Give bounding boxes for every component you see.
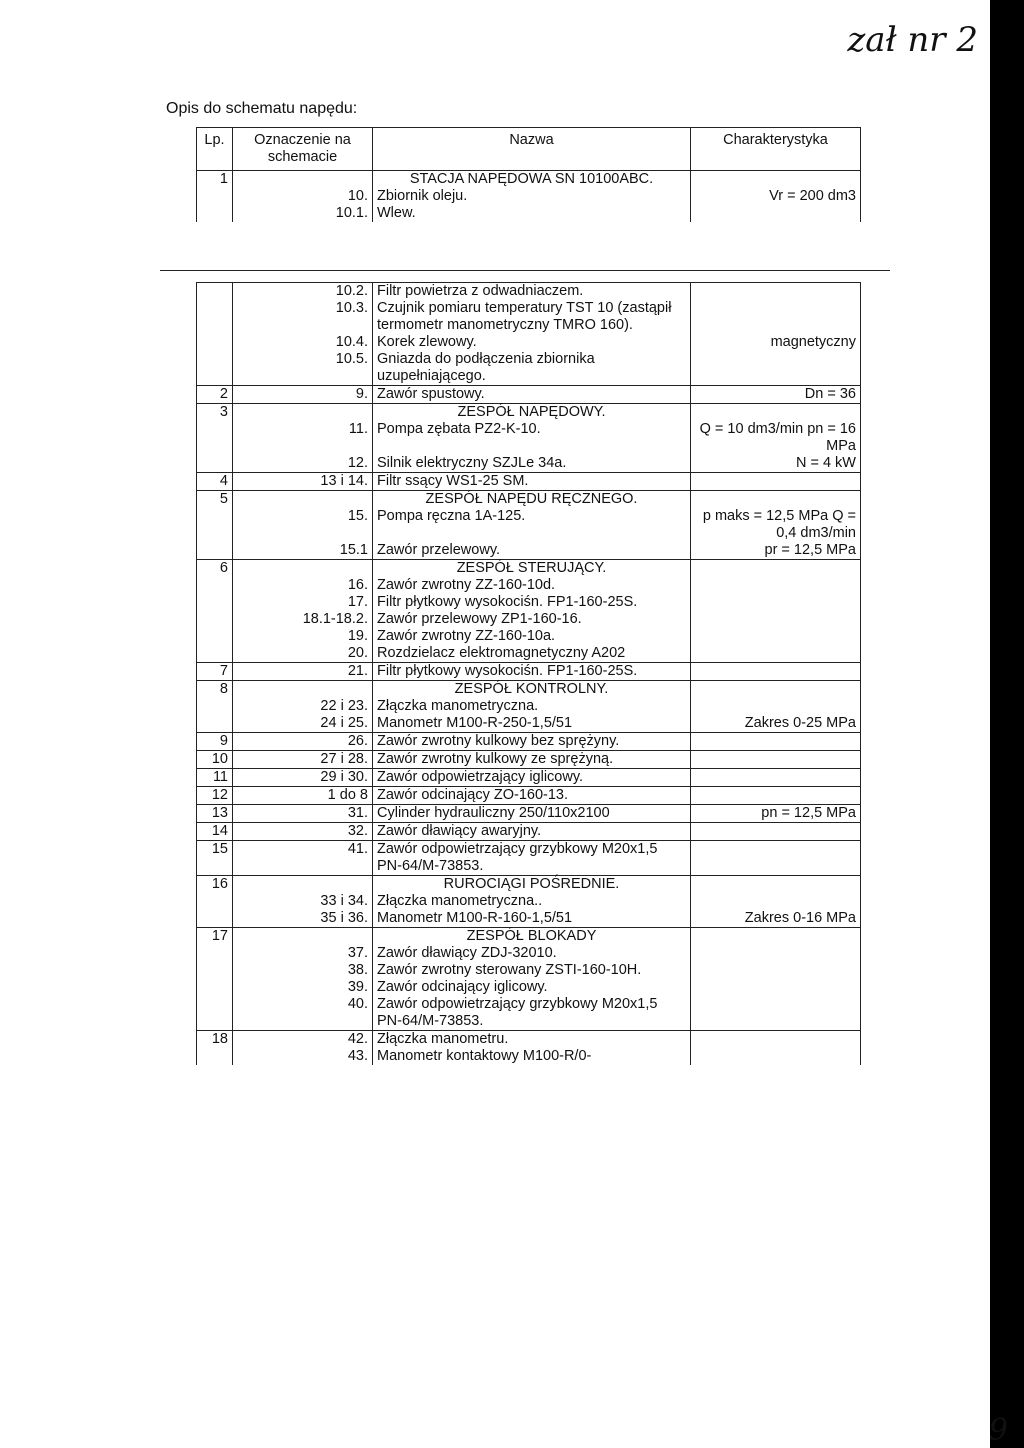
cell-oznaczenie: 26.	[233, 733, 373, 751]
cell-lp: 6	[197, 560, 233, 578]
cell-oznaczenie: 10.5.	[233, 351, 373, 386]
table-row	[197, 300, 861, 334]
column-header-nazwa: Nazwa	[373, 128, 691, 171]
cell-lp	[197, 188, 233, 205]
table-row	[197, 1031, 861, 1049]
cell-lp: 10	[197, 751, 233, 769]
cell-lp	[197, 300, 233, 334]
cell-oznaczenie: 10.	[233, 188, 373, 205]
cell-oznaczenie: 10.3.	[233, 300, 373, 334]
table-row	[197, 594, 861, 611]
cell-oznaczenie	[233, 928, 373, 946]
cell-oznaczenie: 43.	[233, 1048, 373, 1065]
cell-nazwa: ZESPÓŁ STERUJĄCY.	[373, 560, 691, 578]
handwritten-annotation: zał nr 2	[847, 20, 978, 60]
cell-oznaczenie	[233, 491, 373, 509]
cell-lp: 9	[197, 733, 233, 751]
cell-lp: 14	[197, 823, 233, 841]
table-row	[197, 841, 861, 876]
table-row	[197, 188, 861, 205]
cell-oznaczenie: 22 i 23.	[233, 698, 373, 715]
column-header-lp: Lp.	[197, 128, 233, 171]
cell-nazwa: Zawór odpowietrzający iglicowy.	[373, 769, 691, 787]
table-row	[197, 386, 861, 404]
cell-nazwa: Złączka manometryczna.	[373, 698, 691, 715]
cell-oznaczenie: 24 i 25.	[233, 715, 373, 733]
cell-nazwa: Wlew.	[373, 205, 691, 222]
cell-oznaczenie	[233, 876, 373, 894]
cell-nazwa: Zawór spustowy.	[373, 386, 691, 404]
cell-oznaczenie: 39.	[233, 979, 373, 996]
cell-nazwa: Gniazda do podłączenia zbiornika uzupełniającego.	[373, 351, 691, 386]
cell-charakterystyka	[691, 1031, 861, 1049]
table-row	[197, 698, 861, 715]
cell-charakterystyka	[691, 283, 861, 301]
cell-nazwa: Zawór zwrotny kulkowy ze sprężyną.	[373, 751, 691, 769]
table-row	[197, 893, 861, 910]
cell-nazwa: Rozdzielacz elektromagnetyczny A202	[373, 645, 691, 663]
cell-lp	[197, 715, 233, 733]
cell-lp	[197, 283, 233, 301]
cell-nazwa: Złączka manometryczna..	[373, 893, 691, 910]
column-header-oznaczenie: Oznaczenie na schemacie	[233, 128, 373, 171]
cell-oznaczenie: 42.	[233, 1031, 373, 1049]
cell-charakterystyka	[691, 351, 861, 386]
table-row	[197, 283, 861, 301]
cell-lp: 2	[197, 386, 233, 404]
cell-charakterystyka: N = 4 kW	[691, 455, 861, 473]
table-row	[197, 1048, 861, 1065]
cell-nazwa: Zawór zwrotny ZZ-160-10d.	[373, 577, 691, 594]
cell-nazwa: Złączka manometru.	[373, 1031, 691, 1049]
cell-nazwa: RUROCIĄGI POŚREDNIE.	[373, 876, 691, 894]
cell-lp	[197, 910, 233, 928]
cell-lp: 1	[197, 171, 233, 189]
cell-lp: 3	[197, 404, 233, 422]
cell-oznaczenie: 15.1	[233, 542, 373, 560]
cell-charakterystyka	[691, 733, 861, 751]
cell-lp	[197, 334, 233, 351]
cell-charakterystyka	[691, 979, 861, 996]
cell-oznaczenie: 17.	[233, 594, 373, 611]
cell-lp: 5	[197, 491, 233, 509]
cell-nazwa: Czujnik pomiaru temperatury TST 10 (zastąpił termometr manometryczny TMRO 160).	[373, 300, 691, 334]
cell-nazwa: Filtr ssący WS1-25 SM.	[373, 473, 691, 491]
cell-lp: 4	[197, 473, 233, 491]
cell-oznaczenie: 16.	[233, 577, 373, 594]
cell-nazwa: Zawór zwrotny sterowany ZSTI-160-10H.	[373, 962, 691, 979]
cell-oznaczenie	[233, 681, 373, 699]
cell-nazwa: Silnik elektryczny SZJLe 34a.	[373, 455, 691, 473]
table-row	[197, 787, 861, 805]
cell-oznaczenie: 27 i 28.	[233, 751, 373, 769]
cell-nazwa: Cylinder hydrauliczny 250/110x2100	[373, 805, 691, 823]
cell-charakterystyka	[691, 205, 861, 222]
cell-nazwa: Zbiornik oleju.	[373, 188, 691, 205]
cell-charakterystyka	[691, 300, 861, 334]
table-row	[197, 473, 861, 491]
cell-oznaczenie: 35 i 36.	[233, 910, 373, 928]
cell-lp: 18	[197, 1031, 233, 1049]
cell-charakterystyka	[691, 404, 861, 422]
cell-charakterystyka	[691, 1048, 861, 1065]
cell-oznaczenie: 32.	[233, 823, 373, 841]
cell-lp	[197, 698, 233, 715]
table-row	[197, 805, 861, 823]
cell-charakterystyka	[691, 823, 861, 841]
cell-nazwa: Filtr powietrza z odwadniaczem.	[373, 283, 691, 301]
cell-charakterystyka: Q = 10 dm3/min pn = 16 MPa	[691, 421, 861, 455]
cell-oznaczenie: 12.	[233, 455, 373, 473]
table-row	[197, 455, 861, 473]
cell-charakterystyka	[691, 681, 861, 699]
cell-nazwa: Manometr M100-R-160-1,5/51	[373, 910, 691, 928]
table-row	[197, 351, 861, 386]
cell-charakterystyka: Zakres 0-25 MPa	[691, 715, 861, 733]
cell-oznaczenie: 38.	[233, 962, 373, 979]
cell-nazwa: ZESPÓŁ NAPĘDU RĘCZNEGO.	[373, 491, 691, 509]
table-row	[197, 577, 861, 594]
cell-oznaczenie: 10.2.	[233, 283, 373, 301]
cell-lp: 15	[197, 841, 233, 876]
table-row	[197, 171, 861, 189]
cell-oznaczenie	[233, 404, 373, 422]
table-row	[197, 611, 861, 628]
page-title: Opis do schematu napędu:	[166, 100, 358, 117]
cell-charakterystyka	[691, 645, 861, 663]
cell-lp	[197, 979, 233, 996]
table-row	[197, 910, 861, 928]
cell-nazwa: Zawór zwrotny kulkowy bez sprężyny.	[373, 733, 691, 751]
table-row	[197, 334, 861, 351]
cell-oznaczenie: 10.1.	[233, 205, 373, 222]
cell-lp	[197, 542, 233, 560]
table-row	[197, 663, 861, 681]
table-row	[197, 542, 861, 560]
cell-charakterystyka	[691, 577, 861, 594]
cell-lp: 7	[197, 663, 233, 681]
cell-nazwa: Filtr płytkowy wysokociśn. FP1-160-25S.	[373, 594, 691, 611]
cell-charakterystyka	[691, 928, 861, 946]
cell-oznaczenie: 31.	[233, 805, 373, 823]
table-row	[197, 928, 861, 946]
cell-nazwa: Zawór dławiący awaryjny.	[373, 823, 691, 841]
cell-lp	[197, 421, 233, 455]
cell-nazwa: ZESPÓŁ KONTROLNY.	[373, 681, 691, 699]
cell-oznaczenie	[233, 171, 373, 189]
cell-oznaczenie: 9.	[233, 386, 373, 404]
cell-charakterystyka	[691, 876, 861, 894]
cell-lp	[197, 594, 233, 611]
cell-charakterystyka: Dn = 36	[691, 386, 861, 404]
handwritten-page-number: 9	[988, 1413, 1008, 1448]
cell-nazwa: ZESPÓŁ NAPĘDOWY.	[373, 404, 691, 422]
cell-lp	[197, 205, 233, 222]
cell-charakterystyka	[691, 560, 861, 578]
cell-charakterystyka: p maks = 12,5 MPa Q = 0,4 dm3/min	[691, 508, 861, 542]
parts-table-bottom	[196, 282, 861, 1065]
cell-lp	[197, 628, 233, 645]
cell-lp	[197, 508, 233, 542]
cell-nazwa: Manometr kontaktowy M100-R/0-	[373, 1048, 691, 1065]
cell-oznaczenie: 18.1-18.2.	[233, 611, 373, 628]
cell-nazwa: Pompa zębata PZ2-K-10.	[373, 421, 691, 455]
cell-charakterystyka	[691, 171, 861, 189]
table-row	[197, 962, 861, 979]
cell-charakterystyka	[691, 893, 861, 910]
cell-nazwa: Zawór odpowietrzający grzybkowy M20x1,5 PN-64/M-73853.	[373, 996, 691, 1031]
cell-oznaczenie: 19.	[233, 628, 373, 645]
cell-lp: 11	[197, 769, 233, 787]
table-row	[197, 681, 861, 699]
cell-lp	[197, 945, 233, 962]
cell-charakterystyka	[691, 996, 861, 1031]
cell-charakterystyka: magnetyczny	[691, 334, 861, 351]
cell-charakterystyka	[691, 769, 861, 787]
cell-nazwa: Zawór przelewowy.	[373, 542, 691, 560]
cell-charakterystyka: Vr = 200 dm3	[691, 188, 861, 205]
cell-charakterystyka	[691, 628, 861, 645]
cell-nazwa: Zawór zwrotny ZZ-160-10a.	[373, 628, 691, 645]
cell-oznaczenie: 37.	[233, 945, 373, 962]
cell-lp: 13	[197, 805, 233, 823]
cell-lp	[197, 351, 233, 386]
cell-charakterystyka	[691, 491, 861, 509]
cell-lp	[197, 996, 233, 1031]
cell-charakterystyka	[691, 945, 861, 962]
table-row	[197, 733, 861, 751]
table-row	[197, 715, 861, 733]
cell-charakterystyka	[691, 473, 861, 491]
cell-lp: 16	[197, 876, 233, 894]
table-row	[197, 645, 861, 663]
cell-charakterystyka	[691, 962, 861, 979]
cell-nazwa: Korek zlewowy.	[373, 334, 691, 351]
table-row	[197, 996, 861, 1031]
table-row	[197, 979, 861, 996]
cell-oznaczenie: 21.	[233, 663, 373, 681]
table-row	[197, 769, 861, 787]
cell-charakterystyka	[691, 663, 861, 681]
cell-charakterystyka	[691, 787, 861, 805]
table-row	[197, 421, 861, 455]
cell-oznaczenie: 11.	[233, 421, 373, 455]
cell-lp	[197, 611, 233, 628]
cell-oznaczenie	[233, 560, 373, 578]
cell-charakterystyka	[691, 594, 861, 611]
cell-nazwa: Manometr M100-R-250-1,5/51	[373, 715, 691, 733]
cell-nazwa: Filtr płytkowy wysokociśn. FP1-160-25S.	[373, 663, 691, 681]
cell-nazwa: Zawór przelewowy ZP1-160-16.	[373, 611, 691, 628]
cell-lp: 17	[197, 928, 233, 946]
table-row	[197, 205, 861, 222]
table-row	[197, 751, 861, 769]
parts-table-top	[196, 127, 861, 222]
cell-oznaczenie: 10.4.	[233, 334, 373, 351]
table-row	[197, 404, 861, 422]
cell-oznaczenie: 13 i 14.	[233, 473, 373, 491]
cell-charakterystyka	[691, 841, 861, 876]
cell-nazwa: Zawór odpowietrzający grzybkowy M20x1,5 PN-64/M-73853.	[373, 841, 691, 876]
cell-oznaczenie: 20.	[233, 645, 373, 663]
table-row	[197, 628, 861, 645]
table-row	[197, 945, 861, 962]
cell-lp	[197, 962, 233, 979]
table-row	[197, 508, 861, 542]
cell-oznaczenie: 1 do 8	[233, 787, 373, 805]
cell-oznaczenie: 41.	[233, 841, 373, 876]
column-header-charakterystyka: Charakterystyka	[691, 128, 861, 171]
cell-lp	[197, 893, 233, 910]
table-row	[197, 491, 861, 509]
cell-nazwa: STACJA NAPĘDOWA SN 10100ABC.	[373, 171, 691, 189]
cell-lp	[197, 1048, 233, 1065]
cell-lp	[197, 645, 233, 663]
cell-charakterystyka: Zakres 0-16 MPa	[691, 910, 861, 928]
cell-charakterystyka	[691, 698, 861, 715]
cell-lp	[197, 455, 233, 473]
cell-nazwa: Pompa ręczna 1A-125.	[373, 508, 691, 542]
table-row	[197, 876, 861, 894]
cell-nazwa: Zawór odcinający ZO-160-13.	[373, 787, 691, 805]
cell-oznaczenie: 29 i 30.	[233, 769, 373, 787]
table-row	[197, 560, 861, 578]
cell-nazwa: Zawór dławiący ZDJ-32010.	[373, 945, 691, 962]
cell-nazwa: ZESPÓŁ BLOKADY	[373, 928, 691, 946]
scan-dark-edge	[990, 0, 1024, 1448]
cell-oznaczenie: 33 i 34.	[233, 893, 373, 910]
cell-charakterystyka: pr = 12,5 MPa	[691, 542, 861, 560]
cell-nazwa: Zawór odcinający iglicowy.	[373, 979, 691, 996]
page-break-line	[160, 270, 890, 271]
cell-charakterystyka	[691, 751, 861, 769]
cell-lp	[197, 577, 233, 594]
cell-oznaczenie: 15.	[233, 508, 373, 542]
cell-lp: 12	[197, 787, 233, 805]
table-row	[197, 823, 861, 841]
cell-charakterystyka: pn = 12,5 MPa	[691, 805, 861, 823]
cell-lp: 8	[197, 681, 233, 699]
cell-oznaczenie: 40.	[233, 996, 373, 1031]
cell-charakterystyka	[691, 611, 861, 628]
